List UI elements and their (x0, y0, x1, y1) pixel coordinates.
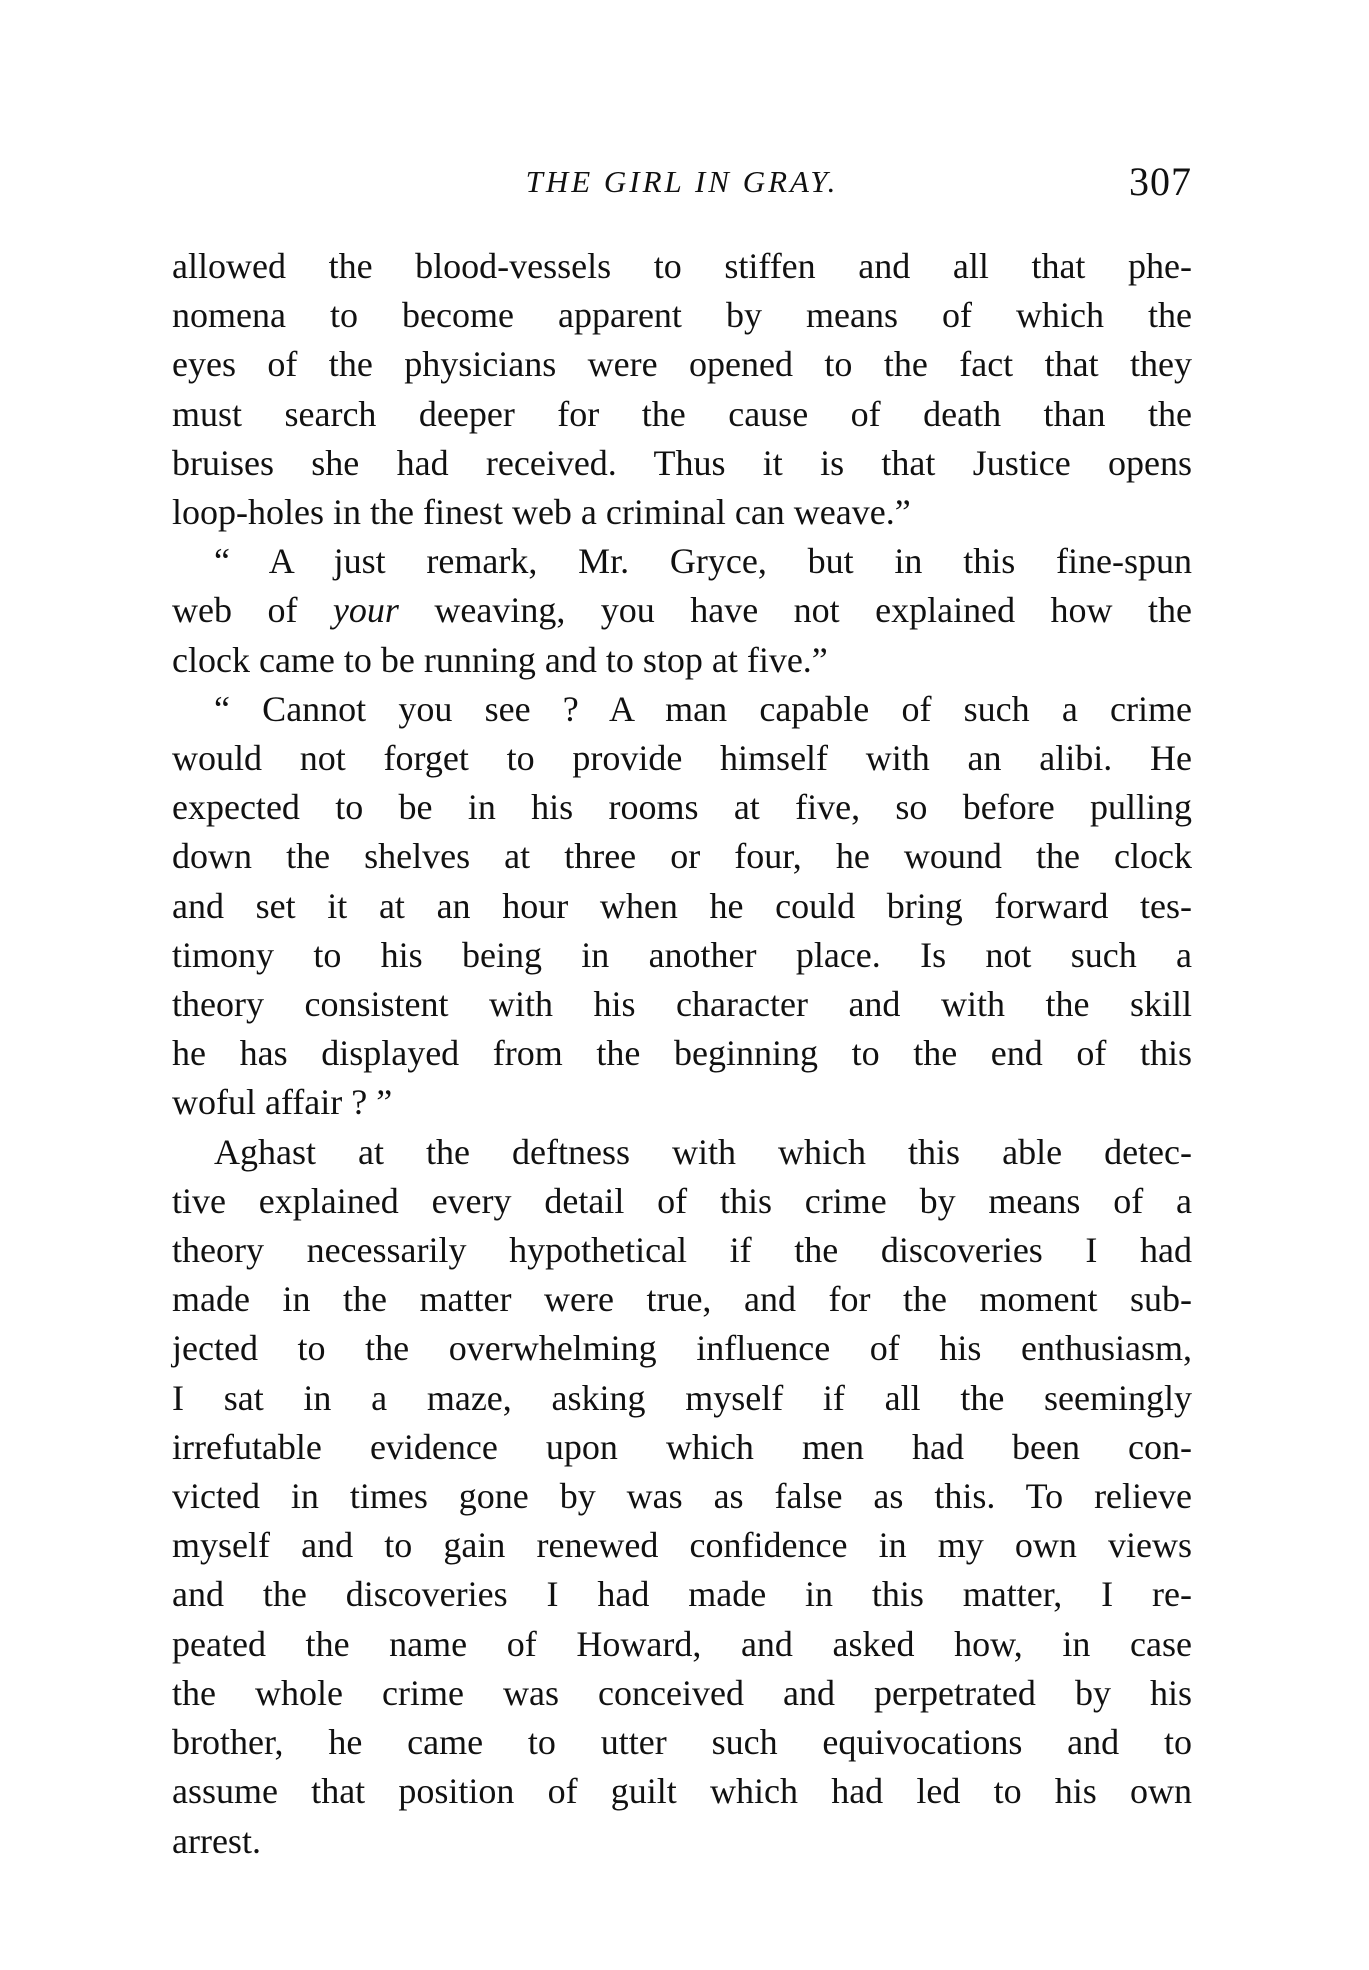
text-line: and set it at an hour when he could bring forward tes- (172, 885, 1192, 926)
text-line: theory consistent with his character and with the skill (172, 984, 1192, 1025)
text-line: myself and to gain renewed confidence in my own views (172, 1525, 1192, 1566)
text-line: “ A just remark, Mr. Gryce, but in this fine-spun (214, 541, 1192, 582)
text-fragment: weaving, you have not explained how the (398, 590, 1192, 631)
text-line: Aghast at the deftness with which this able detec- (214, 1131, 1192, 1172)
text-line: bruises she had received. Thus it is that Justice opens (172, 442, 1192, 483)
running-title: THE GIRL IN GRAY. (525, 164, 839, 199)
text-line: assume that position of guilt which had led to his own (172, 1771, 1192, 1812)
text-line: I sat in a maze, asking myself if all the seemingly (172, 1377, 1192, 1418)
text-line: clock came to be running and to stop at five.” (172, 639, 828, 680)
paragraph-3 (172, 685, 1192, 1128)
page-number: 307 (1129, 159, 1192, 204)
text-line: allowed the blood-vessels to stiffen and all that phe- (172, 246, 1192, 286)
text-line: the whole crime was conceived and perpetrated by his (172, 1672, 1192, 1713)
text-line: he has displayed from the beginning to the end of this (172, 1033, 1192, 1074)
text-line: woful affair ? ” (172, 1082, 393, 1123)
text-line: brother, he came to utter such equivocations and to (172, 1722, 1192, 1763)
paragraph-1 (172, 242, 1192, 537)
text-fragment: web of (172, 590, 333, 631)
text-line: peated the name of Howard, and asked how, in case (172, 1623, 1192, 1664)
text-line: eyes of the physicians were opened to the fact that they (172, 344, 1192, 385)
text-line-with-italic (172, 586, 1192, 635)
text-line: tive explained every detail of this crime by means of a (172, 1180, 1192, 1221)
text-line: nomena to become apparent by means of which the (172, 295, 1192, 336)
text-line: arrest. (172, 1820, 261, 1861)
text-line: victed in times gone by was as false as this. To relieve (172, 1476, 1192, 1517)
italic-word: your (332, 590, 399, 631)
text-line: timony to his being in another place. Is not such a (172, 934, 1192, 975)
text-line: “ Cannot you see ? A man capable of such a crime (214, 688, 1192, 729)
paragraph-4 (172, 1128, 1192, 1866)
text-line: jected to the overwhelming influence of his enthusiasm, (172, 1328, 1192, 1369)
text-line: irrefutable evidence upon which men had been con- (172, 1426, 1192, 1467)
text-line: down the shelves at three or four, he wound the clock (172, 836, 1192, 877)
text-line: and the discoveries I had made in this matter, I re- (172, 1574, 1192, 1615)
text-line: expected to be in his rooms at five, so before pulling (172, 787, 1192, 828)
text-line: would not forget to provide himself with an alibi. He (172, 738, 1192, 779)
running-head (172, 158, 1192, 218)
text-line: must search deeper for the cause of death than the (172, 393, 1192, 434)
paragraph-2 (172, 537, 1192, 685)
body-text (172, 242, 1192, 1866)
text-line: loop-holes in the finest web a criminal can weave.” (172, 492, 911, 533)
text-line: made in the matter were true, and for the moment sub- (172, 1279, 1192, 1320)
text-line: theory necessarily hypothetical if the discoveries I had (172, 1230, 1192, 1271)
